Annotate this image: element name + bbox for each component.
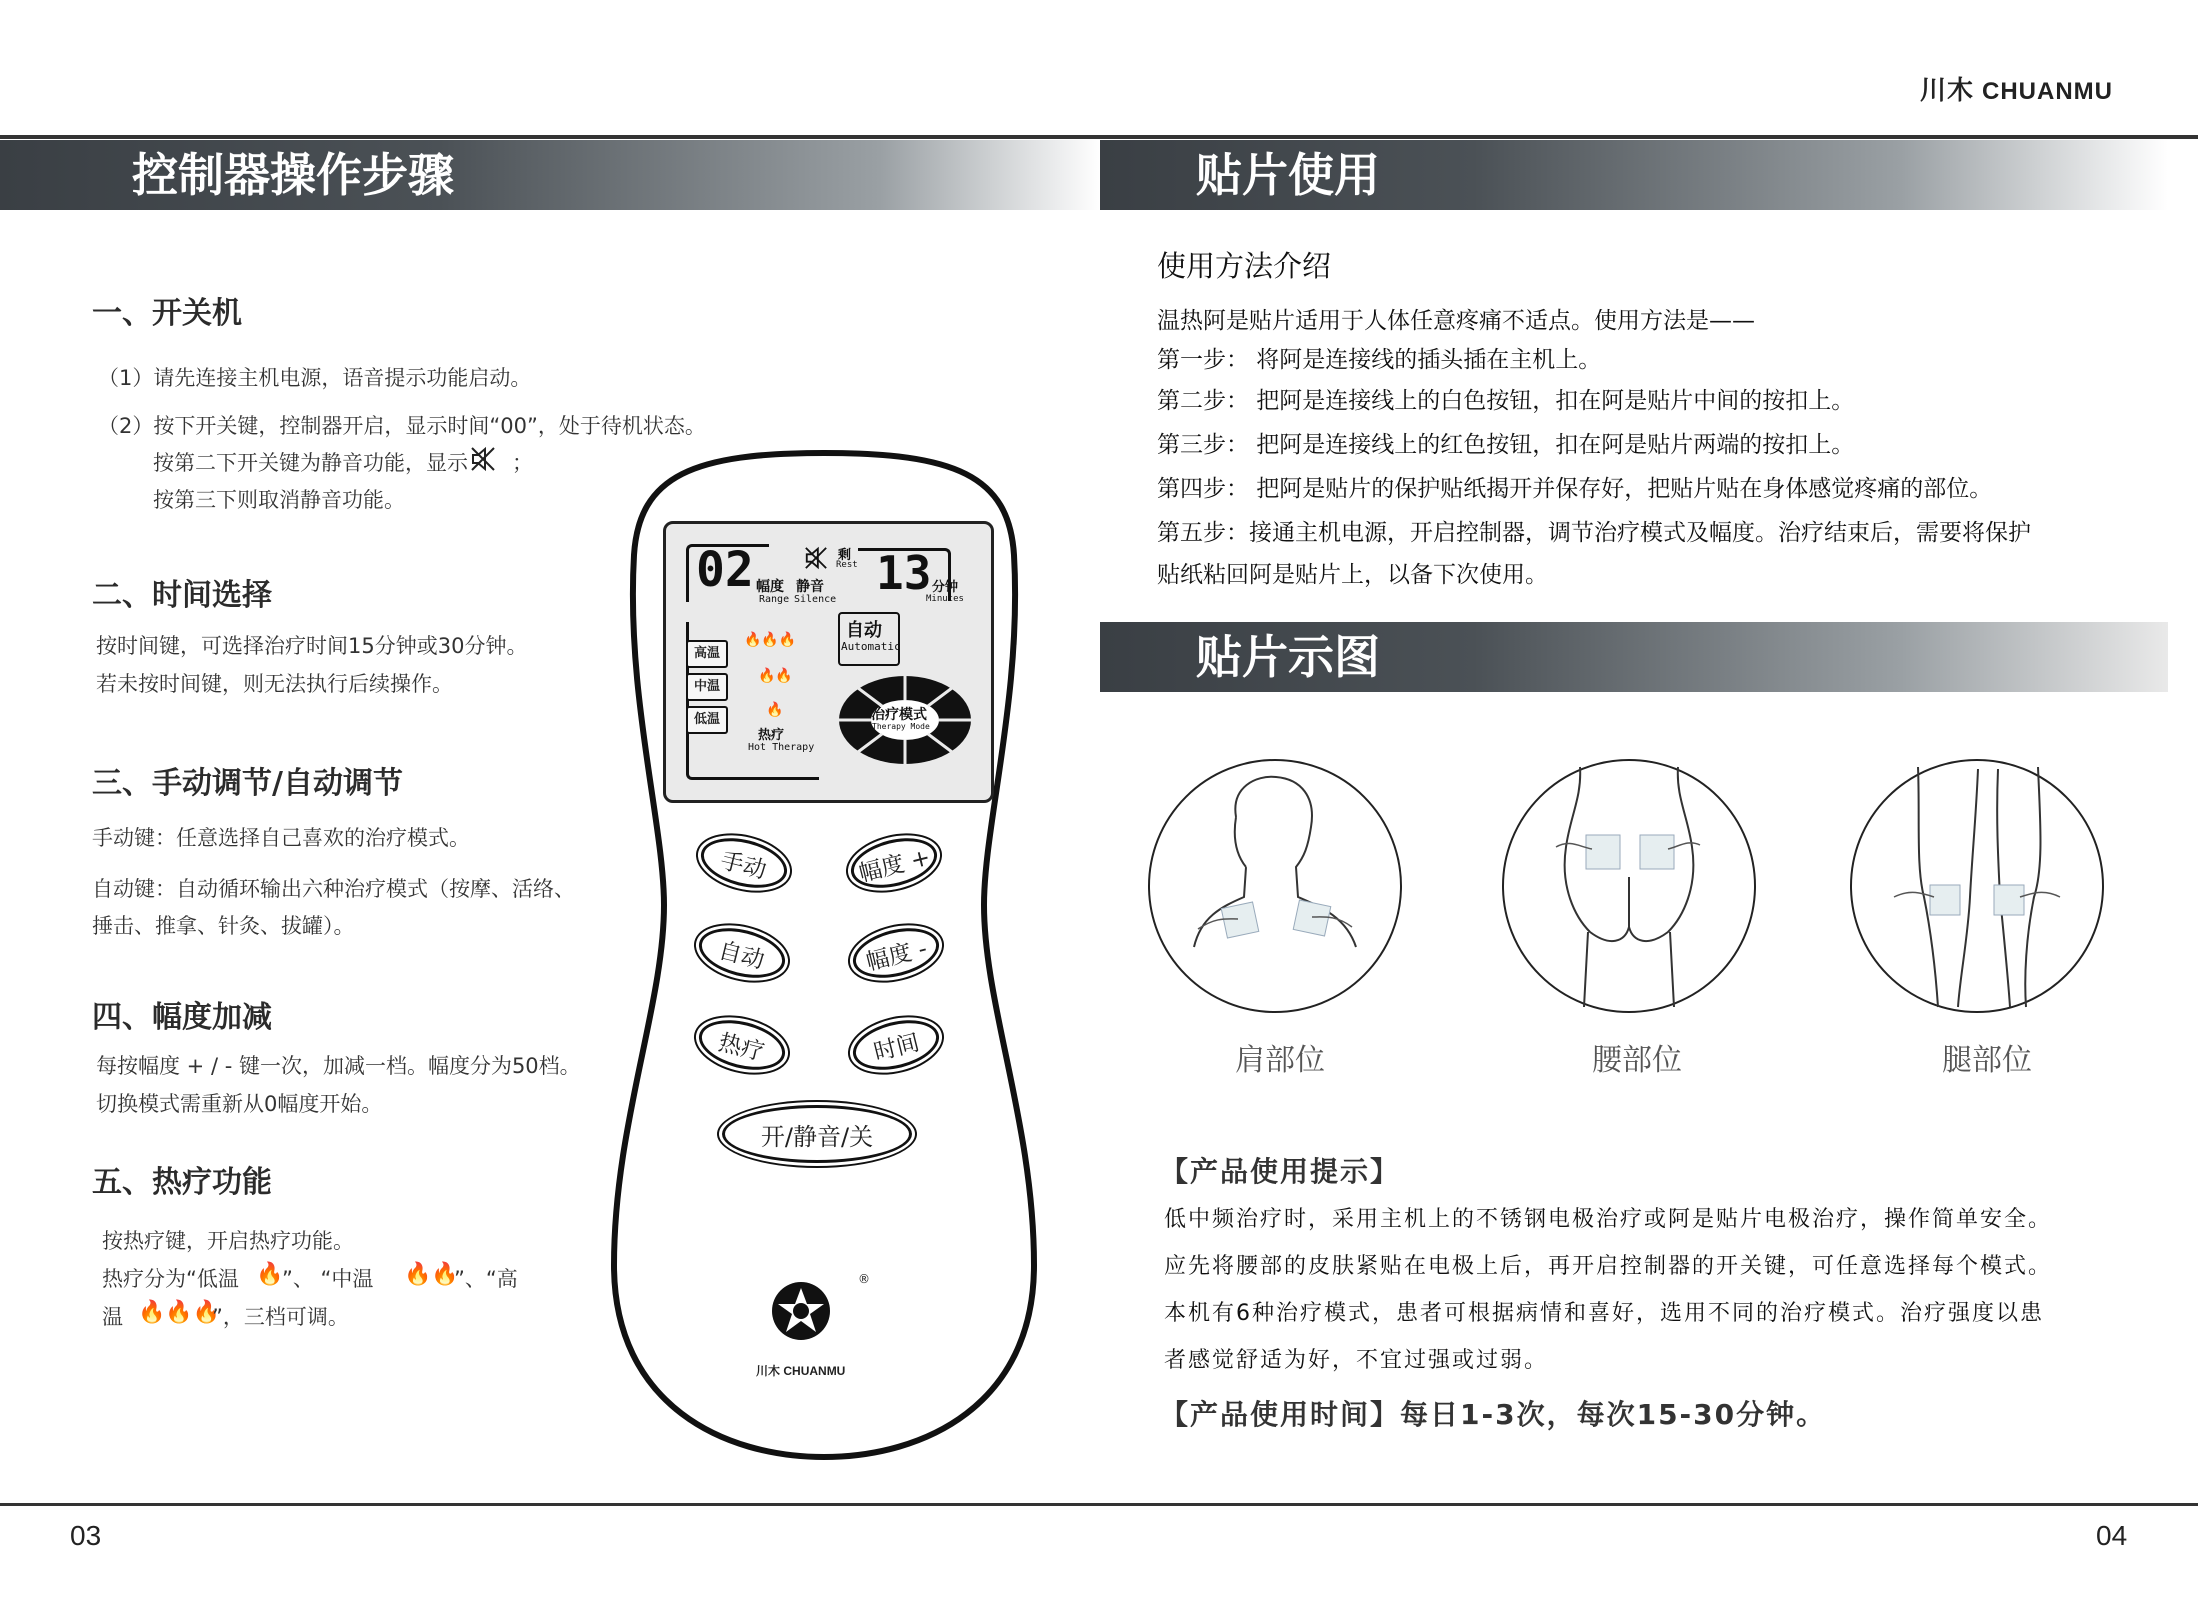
- brand-logo: [1920, 70, 2113, 107]
- time-line-2: 若未按时间键，则无法执行后续操作。: [96, 672, 453, 696]
- shoulder-diagram: [1146, 757, 1404, 1015]
- hot-cn: 热疗: [758, 728, 785, 743]
- heat-line-3a: 温: [102, 1305, 123, 1329]
- usage-subtitle: 使用方法介绍: [1157, 249, 1332, 283]
- bottom-rule: [0, 1503, 2198, 1506]
- power-line-3-end: ；: [512, 451, 533, 475]
- manual-button-label: 手动: [717, 847, 769, 884]
- tips-heading: 【产品使用提示】: [1160, 1155, 1401, 1188]
- heat-line-2c: ”、“高: [454, 1267, 518, 1291]
- range-value: 02: [696, 542, 754, 598]
- remote-logo-cn: 川木: [756, 1364, 781, 1378]
- mute-icon: [470, 446, 496, 472]
- brand-logo-en: CHUANMU: [1982, 78, 2113, 105]
- time-line-1: 按时间键，可选择治疗时间15分钟或30分钟。: [96, 634, 528, 658]
- power-line-3: 按第二下开关键为静音功能，显示: [153, 451, 468, 475]
- rest-cn: 剩: [838, 548, 852, 563]
- mute-icon: [804, 546, 828, 570]
- power-line-1: （1）请先连接主机电源，语音提示功能启动。: [98, 366, 532, 390]
- usage-line-1: 第一步： 将阿是连接线的插头插在主机上。: [1157, 347, 1602, 373]
- heat-mid-label: 中温: [686, 673, 728, 701]
- heat-high-label: 高温: [686, 640, 728, 668]
- tip-line-0: 低中频治疗时，采用主机上的不锈钢电极治疗或阿是贴片电极治疗，操作简单安全。: [1164, 1207, 2053, 1232]
- heading-time: 二、时间选择: [92, 578, 272, 613]
- caption-leg: 腿部位: [1942, 1043, 2032, 1078]
- time-button-label: 时间: [871, 1029, 923, 1066]
- heading-power: 一、开关机: [92, 296, 242, 331]
- amp-line-1: 每按幅度 + / - 键一次，加减一档。幅度分为50档。: [96, 1054, 581, 1078]
- power-button[interactable]: [722, 1105, 912, 1163]
- usage-line-3: 第三步： 把阿是连接线上的红色按钮，扣在阿是贴片两端的按扣上。: [1157, 432, 1855, 458]
- minutes-cn: 分钟: [932, 580, 959, 595]
- usage-line-0: 温热阿是贴片适用于人体任意疼痛不适点。使用方法是——: [1157, 308, 1755, 334]
- power-line-2: （2）按下开关键，控制器开启，显示时间“00”，处于待机状态。: [98, 414, 706, 438]
- heat-line-2b: ”、 “中温: [282, 1267, 374, 1291]
- heat-low-label: 低温: [686, 706, 728, 734]
- heat-line-2a: 热疗分为“低温: [102, 1267, 239, 1291]
- caption-waist: 腰部位: [1592, 1043, 1682, 1078]
- remote-logo-emblem: [770, 1280, 832, 1342]
- top-rule: [0, 135, 2198, 139]
- usage-line-6: 贴纸粘回阿是贴片上，以备下次使用。: [1157, 562, 1548, 588]
- right-section-title: 贴片使用: [1100, 140, 2168, 210]
- flame-icon: 🔥🔥🔥: [744, 632, 797, 648]
- auto-cn: 自动: [846, 620, 882, 641]
- registered-mark: ®: [858, 1272, 870, 1286]
- left-section-title: 控制器操作步骤: [0, 140, 1100, 210]
- flame-icon: 🔥🔥: [404, 1262, 459, 1287]
- page-number-right: 04: [2096, 1520, 2128, 1551]
- usage-line-2: 第二步： 把阿是连接线上的白色按钮，扣在阿是贴片中间的按扣上。: [1157, 388, 1855, 414]
- rest-en: Rest: [836, 560, 858, 570]
- tip-line-1: 应先将腰部的皮肤紧贴在电极上后，再开启控制器的开关键，可任意选择每个模式。: [1164, 1254, 2053, 1279]
- flame-icon: 🔥🔥: [758, 668, 793, 684]
- heat-line-3b: ”，三档可调。: [212, 1305, 349, 1329]
- flame-icon: 🔥: [256, 1262, 284, 1287]
- hot-en: Hot Therapy: [748, 742, 815, 753]
- range-en: Range: [759, 594, 790, 605]
- heading-manual-auto: 三、手动调节/自动调节: [92, 766, 403, 801]
- flame-icon: 🔥🔥🔥: [138, 1300, 221, 1325]
- remote-logo-en: CHUANMU: [783, 1364, 846, 1378]
- remote-logo-text: [756, 1362, 845, 1379]
- power-line-4: 按第三下则取消静音功能。: [153, 488, 405, 512]
- caption-shoulder: 肩部位: [1235, 1043, 1325, 1078]
- heading-heat: 五、热疗功能: [92, 1165, 272, 1200]
- brand-logo-cn: 川木: [1920, 75, 1975, 105]
- mode-cn: 治疗模式: [871, 707, 927, 723]
- waist-diagram: [1500, 757, 1758, 1015]
- manual-line-1: 手动键：任意选择自己喜欢的治疗模式。: [92, 826, 470, 850]
- range-cn: 幅度: [756, 579, 784, 595]
- page-number-left: 03: [70, 1520, 102, 1551]
- heat-button-label: 热疗: [715, 1029, 767, 1066]
- silence-en: Silence: [794, 594, 837, 605]
- tip-line-2: 本机有6种治疗模式，患者可根据病情和喜好，选用不同的治疗模式。治疗强度以患: [1164, 1301, 2044, 1326]
- usage-line-5: 第五步：接通主机电源，开启控制器，调节治疗模式及幅度。治疗结束后，需要将保护: [1157, 520, 2031, 546]
- auto-en: Automatic: [841, 640, 901, 653]
- manual-line-2: 自动键：自动循环输出六种治疗模式（按摩、活络、: [92, 877, 575, 901]
- usage-line-4: 第四步： 把阿是贴片的保护贴纸揭开并保存好，把贴片贴在身体感觉疼痛的部位。: [1157, 476, 1993, 502]
- heat-line-1: 按热疗键，开启热疗功能。: [102, 1229, 354, 1253]
- lcd-display: [663, 521, 994, 803]
- auto-button-label: 自动: [715, 937, 767, 974]
- minutes-en: Minutes: [926, 594, 964, 604]
- usage-time: 【产品使用时间】每日1-3次，每次15-30分钟。: [1160, 1398, 1827, 1431]
- tip-line-3: 者感觉舒适为好，不宜过强或过弱。: [1164, 1348, 1549, 1373]
- heading-amplitude: 四、幅度加减: [92, 1000, 272, 1035]
- amp-line-2: 切换模式需重新从0幅度开始。: [96, 1092, 383, 1116]
- manual-line-3: 捶击、推拿、针灸、拔罐）。: [92, 914, 355, 938]
- mode-en: Therapy Mode: [872, 722, 930, 731]
- power-button-label: 开/静音/关: [760, 1122, 874, 1151]
- flame-icon: 🔥: [766, 702, 784, 718]
- leg-diagram: [1848, 757, 2106, 1015]
- amplitude-down-label: 幅度 -: [863, 935, 930, 976]
- minutes-value: 13: [876, 546, 932, 600]
- silence-cn: 静音: [796, 579, 824, 595]
- amplitude-up-label: 幅度 +: [856, 844, 933, 887]
- diagram-section-title: 贴片示图: [1100, 622, 2168, 692]
